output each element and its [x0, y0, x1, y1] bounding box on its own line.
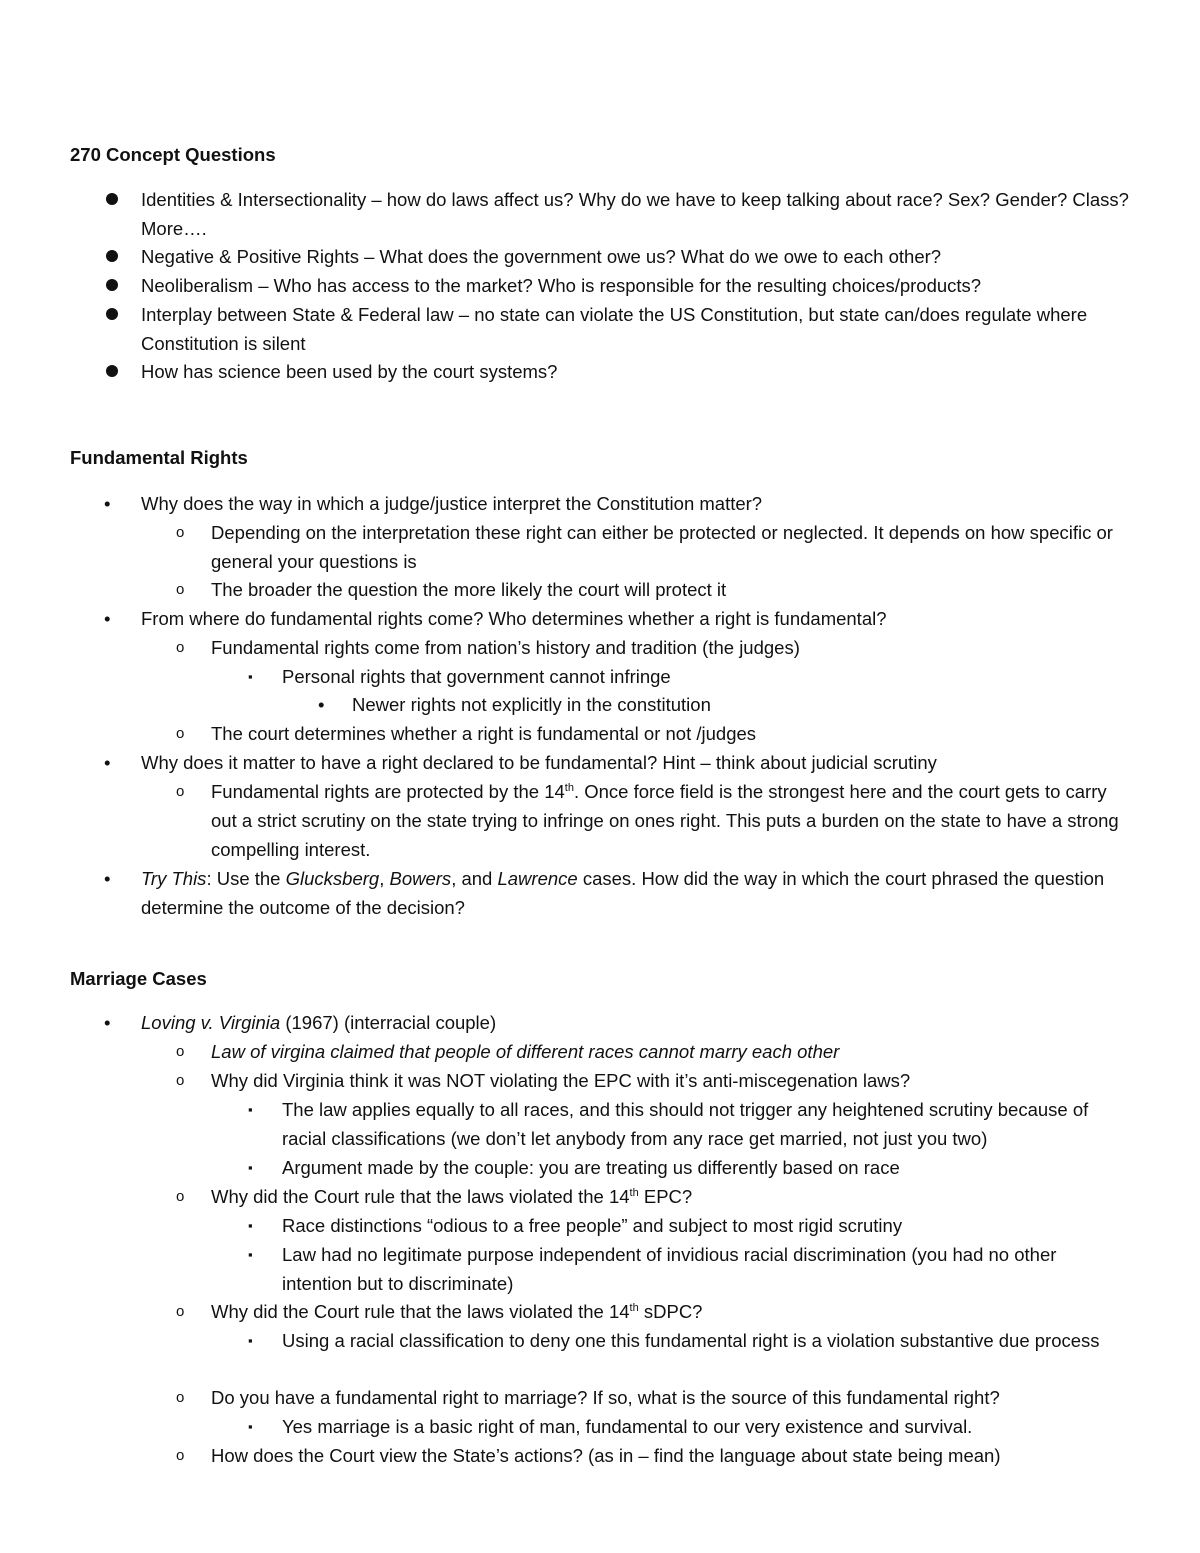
- bullet-dot-icon: [106, 279, 118, 291]
- list-item: o Do you have a fundamental right to marriage? If so, what is the source of this fundamental right?: [211, 1383, 1130, 1412]
- list-item: o Fundamental rights come from nation’s history and tradition (the judges): [211, 633, 1130, 662]
- list-item: ▪ Race distinctions “odious to a free people” and subject to most rigid scrutiny: [282, 1211, 1130, 1240]
- list-item: o How does the Court view the State’s actions? (as in – find the language about state being mean): [211, 1441, 1130, 1470]
- list-item: o Fundamental rights are protected by the 14th. Once force field is the strongest here and the court gets to carry out a strict scrutiny on the state trying to infringe on ones right. This puts a burden on the state to have a strong compelling interest.: [211, 777, 1130, 864]
- bullet-square-icon: ▪: [248, 1160, 253, 1175]
- bullet-dot-icon: [106, 193, 118, 205]
- list-item: o The broader the question the more likely the court will protect it: [211, 575, 1130, 604]
- bullet-icon: •: [104, 1012, 111, 1033]
- bullet-circle-icon: o: [176, 1072, 185, 1089]
- list-item: ▪ Using a racial classification to deny one this fundamental right is a violation substantive due process: [282, 1326, 1130, 1355]
- bullet-icon: •: [104, 868, 111, 889]
- bullet-square-icon: ▪: [248, 1333, 253, 1348]
- list-item: • Newer rights not explicitly in the constitution: [352, 690, 1130, 719]
- list-item: ▪ Argument made by the couple: you are treating us differently based on race: [282, 1153, 1130, 1182]
- bullet-dot-icon: [106, 365, 118, 377]
- list-item: ▪ The law applies equally to all races, and this should not trigger any heightened scrutiny because of racial classifications (we don’t let anybody from any race get married, not just you two): [282, 1095, 1130, 1153]
- bullet-circle-icon: o: [176, 1043, 185, 1060]
- heading-marriage-cases: Marriage Cases: [70, 968, 207, 989]
- bullet-icon: •: [104, 752, 111, 773]
- bullet-dot-icon: [106, 308, 118, 320]
- list-item: • Try This: Use the Glucksberg, Bowers, and Lawrence cases. How did the way in which the court phrased the question determine the outcome of the decision?: [141, 864, 1130, 922]
- list-item: o Law of virgina claimed that people of different races cannot marry each other: [211, 1037, 1130, 1066]
- list-item: ▪ Law had no legitimate purpose independent of invidious racial discrimination (you had no other intention but to discriminate): [282, 1240, 1130, 1298]
- bullet-circle-icon: o: [176, 783, 185, 800]
- bullet-circle-icon: o: [176, 524, 185, 541]
- list-item: • Why does the way in which a judge/justice interpret the Constitution matter?: [141, 489, 1130, 518]
- bullet-dot-icon: [106, 250, 118, 262]
- bullet-circle-icon: o: [176, 1447, 185, 1464]
- list-item: o Why did Virginia think it was NOT violating the EPC with it’s anti-miscegenation laws?: [211, 1066, 1130, 1095]
- list-item: ▪ Yes marriage is a basic right of man, fundamental to our very existence and survival.: [282, 1412, 1130, 1441]
- list-item: • Loving v. Virginia (1967) (interracial couple): [141, 1008, 1130, 1037]
- list-item: o The court determines whether a right is fundamental or not /judges: [211, 719, 1130, 748]
- list-item: o Why did the Court rule that the laws violated the 14th sDPC?: [211, 1297, 1130, 1326]
- bullet-icon: •: [104, 493, 111, 514]
- bullet-square-icon: ▪: [248, 1102, 253, 1117]
- bullet-square-icon: ▪: [248, 1247, 253, 1262]
- list-item: Identities & Intersectionality – how do laws affect us? Why do we have to keep talking about race? Sex? Gender? Class? More….: [141, 185, 1130, 243]
- list-item: Interplay between State & Federal law – no state can violate the US Constitution, but state can/does regulate where Constitution is silent: [141, 300, 1130, 358]
- list-item: Negative & Positive Rights – What does the government owe us? What do we owe to each other?: [141, 242, 1130, 271]
- list-item: Neoliberalism – Who has access to the market? Who is responsible for the resulting choices/products?: [141, 271, 1130, 300]
- list-item: How has science been used by the court systems?: [141, 357, 1130, 386]
- bullet-circle-icon: o: [176, 1303, 185, 1320]
- bullet-circle-icon: o: [176, 581, 185, 598]
- bullet-square-icon: ▪: [248, 1419, 253, 1434]
- list-item: • From where do fundamental rights come? Who determines whether a right is fundamental?: [141, 604, 1130, 633]
- heading-fundamental-rights: Fundamental Rights: [70, 447, 248, 468]
- bullet-icon: •: [318, 694, 325, 715]
- list-item: ▪ Personal rights that government cannot infringe: [282, 662, 1130, 691]
- bullet-icon: •: [104, 608, 111, 629]
- heading-concept-questions: 270 Concept Questions: [70, 144, 276, 165]
- bullet-circle-icon: o: [176, 639, 185, 656]
- bullet-square-icon: ▪: [248, 669, 253, 684]
- bullet-square-icon: ▪: [248, 1218, 253, 1233]
- list-item: • Why does it matter to have a right declared to be fundamental? Hint – think about judicial scrutiny: [141, 748, 1130, 777]
- list-item: o Depending on the interpretation these right can either be protected or neglected. It depends on how specific or general your questions is: [211, 518, 1130, 576]
- bullet-circle-icon: o: [176, 725, 185, 742]
- bullet-circle-icon: o: [176, 1188, 185, 1205]
- list-item: o Why did the Court rule that the laws violated the 14th EPC?: [211, 1182, 1130, 1211]
- bullet-circle-icon: o: [176, 1389, 185, 1406]
